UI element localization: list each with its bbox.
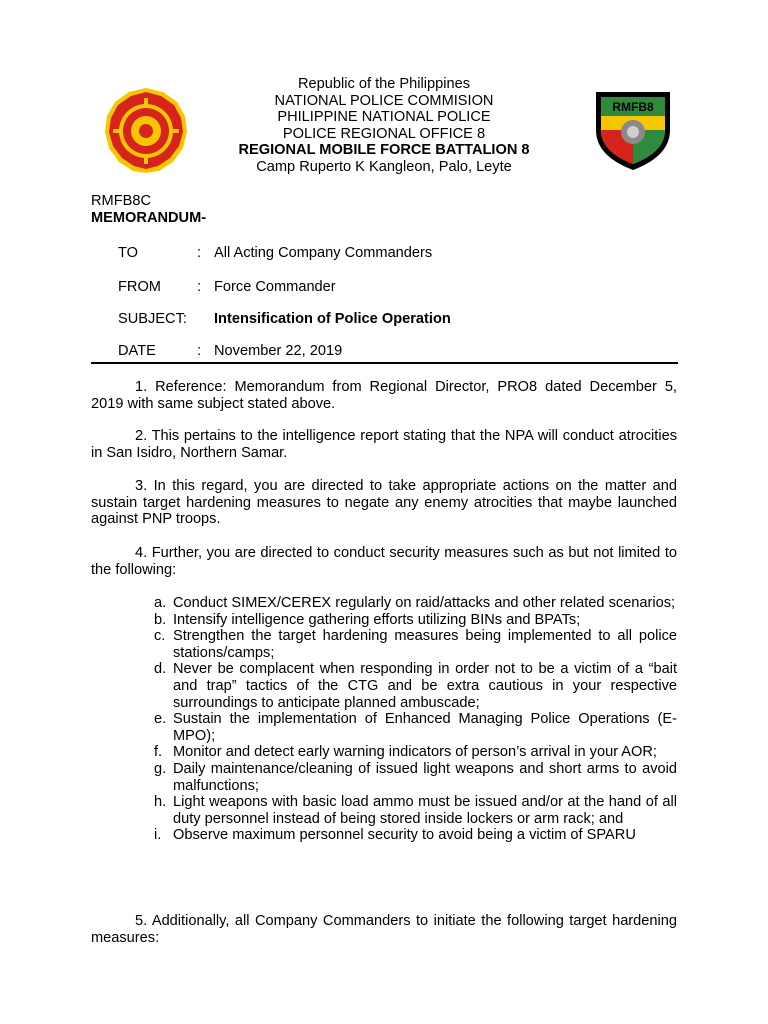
reference-code: RMFB8C bbox=[91, 193, 151, 209]
list-marker: b. bbox=[154, 611, 167, 628]
list-marker: g. bbox=[154, 760, 167, 777]
list-marker: d. bbox=[154, 661, 167, 678]
list-marker: a. bbox=[154, 595, 167, 611]
list-item bbox=[154, 628, 677, 661]
list-item-text: Observe maximum personnel security to avoid being a victim of SPARU bbox=[173, 827, 636, 844]
paragraph-2: 2. This pertains to the intelligence report stating that the NPA will conduct atrocities in San Isidro, Northern Samar. bbox=[91, 428, 677, 461]
list-item-text: Conduct SIMEX/CEREX regularly on raid/attacks and other related scenarios; bbox=[173, 595, 676, 611]
list-marker: i. bbox=[154, 827, 162, 844]
field-label: FROM bbox=[118, 279, 161, 295]
list-item-text: Light weapons with basic load ammo must be issued and/or at the hand of all duty personnel instead of being stored inside lockers or arm rack; and bbox=[173, 794, 677, 827]
letterhead-line-republic: Republic of the Philippines bbox=[298, 76, 470, 92]
list-marker: c. bbox=[154, 628, 166, 645]
memo-title: MEMORANDUM- bbox=[91, 210, 207, 226]
list-item bbox=[154, 744, 677, 761]
list-marker: e. bbox=[154, 711, 167, 728]
letterhead-line-napolcom: NATIONAL POLICE COMMISION bbox=[274, 92, 494, 109]
list-item-text: Daily maintenance/cleaning of issued light weapons and short arms to avoid malfunctions; bbox=[173, 760, 677, 794]
list-item bbox=[154, 711, 677, 744]
list-item bbox=[154, 595, 677, 612]
paragraph-4: 4. Further, you are directed to conduct security measures such as but not limited to the following: bbox=[91, 545, 677, 578]
paragraph-5: 5. Additionally, all Company Commanders to initiate the following target hardening measures: bbox=[91, 913, 677, 946]
letterhead bbox=[200, 76, 568, 176]
list-item bbox=[154, 661, 677, 711]
list-item-text: Never be complacent when responding in order not to be a victim of a “bait and trap” tactics of the CTG and be extra cautious in your respective surroundings to anticipate planned ambuscade; bbox=[173, 661, 677, 711]
field-value: Force Commander bbox=[214, 279, 336, 295]
list-item-text: Intensify intelligence gathering efforts utilizing BINs and BPATs; bbox=[173, 611, 581, 628]
letterhead-address: Camp Ruperto K Kangleon, Palo, Leyte bbox=[256, 158, 512, 175]
letterhead-unit: REGIONAL MOBILE FORCE BATTALION 8 bbox=[238, 142, 530, 159]
field-label: SUBJECT: bbox=[118, 311, 187, 327]
field-colon: : bbox=[197, 343, 202, 359]
paragraph-1: 1. Reference: Memorandum from Regional Director, PRO8 dated December 5, 2019 with same subject stated above. bbox=[91, 379, 677, 412]
rmfb8-shield-logo bbox=[590, 86, 676, 172]
security-measures-list bbox=[154, 595, 677, 844]
rmfb8-logo-text: RMFB8 bbox=[612, 100, 654, 114]
field-value: All Acting Company Commanders bbox=[214, 245, 433, 261]
list-item bbox=[154, 612, 677, 629]
list-item bbox=[154, 827, 677, 844]
list-item-text: Strengthen the target hardening measures being implemented to all police stations/camps; bbox=[173, 628, 677, 661]
list-item-text: Sustain the implementation of Enhanced Managing Police Operations (E-MPO); bbox=[173, 711, 677, 744]
field-label: DATE bbox=[118, 343, 156, 359]
letterhead-line-pnp: PHILIPPINE NATIONAL POLICE bbox=[277, 109, 491, 126]
field-colon: : bbox=[197, 279, 202, 295]
list-marker: f. bbox=[154, 744, 163, 761]
list-item bbox=[154, 761, 677, 794]
field-value: November 22, 2019 bbox=[214, 343, 343, 359]
list-item bbox=[154, 794, 677, 827]
field-label: TO bbox=[118, 245, 139, 261]
list-item-text: Monitor and detect early warning indicators of person’s arrival in your AOR; bbox=[173, 744, 657, 761]
pnp-seal-logo bbox=[103, 86, 189, 174]
header-divider bbox=[91, 362, 678, 364]
list-marker: h. bbox=[154, 794, 167, 811]
paragraph-3: 3. In this regard, you are directed to take appropriate actions on the matter and sustain target hardening measures to negate any enemy atrocities that maybe launched against PNP troops. bbox=[91, 478, 677, 528]
letterhead-line-pro8: POLICE REGIONAL OFFICE 8 bbox=[282, 125, 486, 142]
field-value: Intensification of Police Operation bbox=[214, 311, 451, 327]
field-colon: : bbox=[197, 245, 202, 261]
